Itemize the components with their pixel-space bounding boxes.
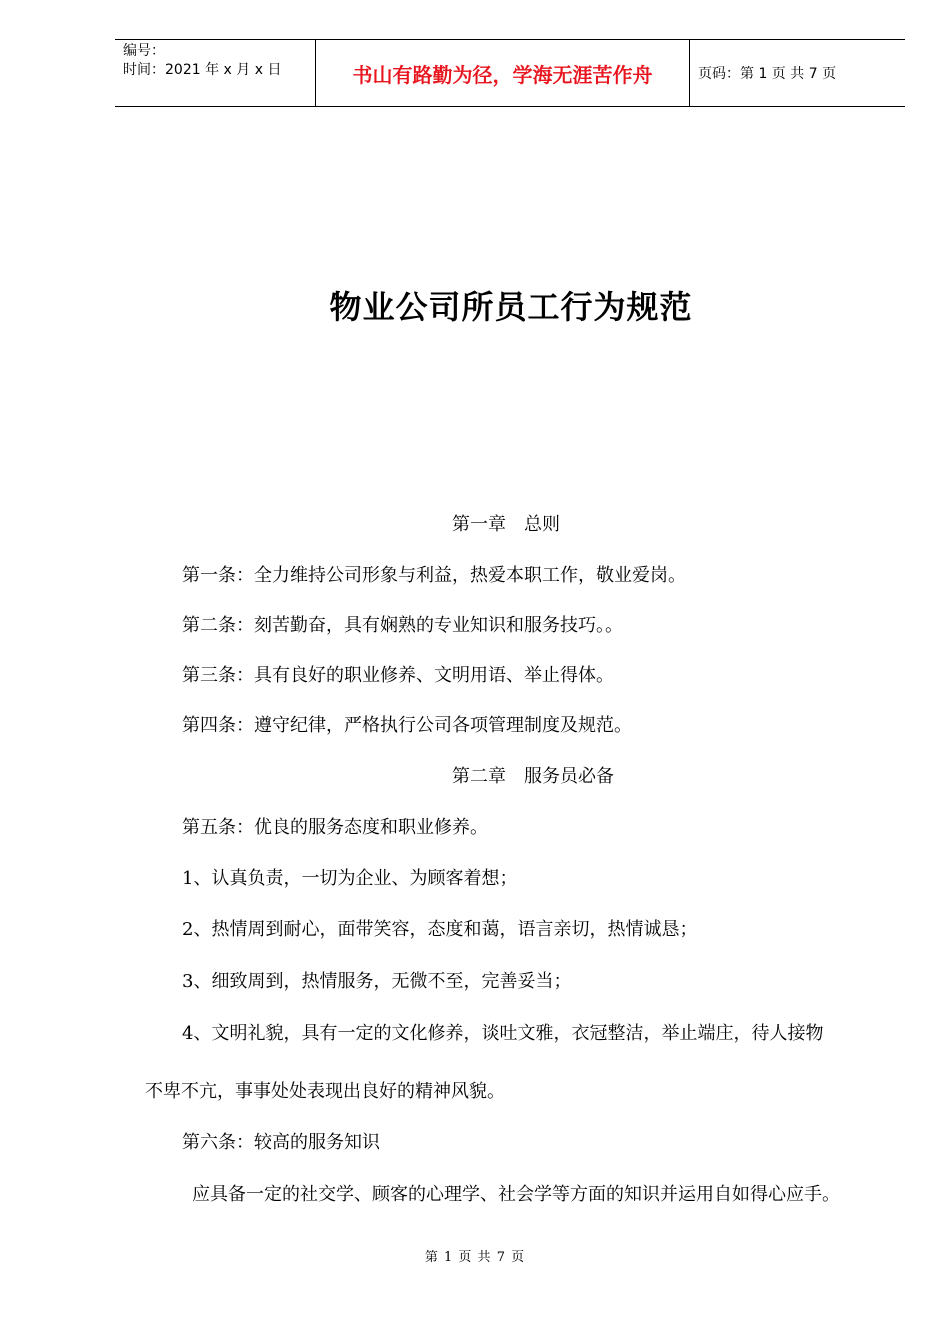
document-title: 物业公司所员工行为规范 [329, 288, 693, 326]
list-item-3: 3、细致周到，热情服务，无微不至，完善妥当； [182, 971, 572, 992]
list-item-4: 4、文明礼貌，具有一定的文化修养，谈吐文雅，衣冠整洁，举止端庄，待人接物 [182, 1023, 824, 1044]
header-meta [115, 40, 316, 106]
list-item-2: 2、热情周到耐心，面带笑容，态度和蔼，语言亲切，热情诚恳； [182, 919, 698, 940]
header-motto: 书山有路勤为径，学海无涯苦作舟 [316, 40, 690, 106]
list-item-1: 1、认真负责，一切为企业、为顾客着想； [182, 868, 518, 889]
list-item-4-continued: 不卑不亢，事事处处表现出良好的精神风貌。 [145, 1081, 505, 1102]
article-4: 第四条：遵守纪律，严格执行公司各项管理制度及规范。 [182, 715, 632, 736]
article-1: 第一条：全力维持公司形象与利益，热爱本职工作，敬业爱岗。 [182, 565, 686, 586]
article-2: 第二条：刻苦勤奋，具有娴熟的专业知识和服务技巧。。 [182, 615, 623, 636]
time-label: 时间：2021 年 x 月 x 日 [123, 62, 282, 78]
page-footer: 第 1 页 共 7 页 [424, 1250, 526, 1265]
article-3: 第三条：具有良好的职业修养、文明用语、举止得体。 [182, 665, 614, 686]
page-header [115, 39, 905, 107]
header-page-info: 页码：第 1 页 共 7 页 [698, 66, 837, 82]
chapter-heading-1: 第一章 总则 [452, 514, 560, 535]
article-6-text: 应具备一定的社交学、顾客的心理学、社会学等方面的知识并运用自如得心应手。 [192, 1184, 840, 1205]
article-6: 第六条：较高的服务知识 [182, 1132, 380, 1153]
chapter-heading-2: 第二章 服务员必备 [452, 766, 614, 787]
number-label: 编号： [123, 43, 165, 59]
article-5: 第五条：优良的服务态度和职业修养。 [182, 817, 488, 838]
